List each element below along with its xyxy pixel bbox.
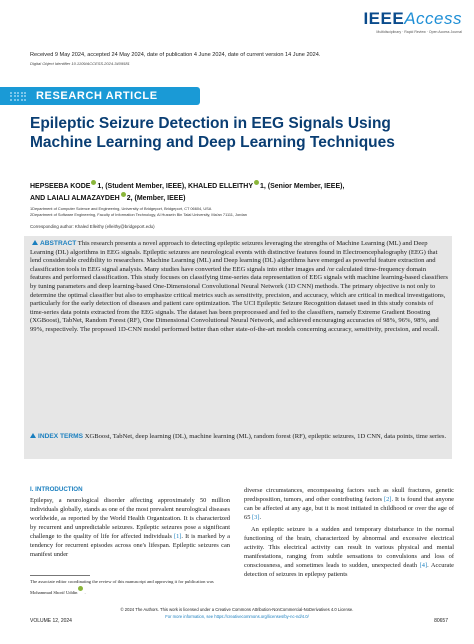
doi-line: Digital Object Identifier 10.1109/ACCESS.2024.3409581 — [30, 61, 130, 66]
logo-ieee-text: IEEE — [363, 9, 405, 28]
intro-text: . Accurate detection of seizures in epilepsy patients — [244, 562, 454, 579]
intro-text: . It is marked by a tendency for recurrent episodes across one's lifespan. Epileptic seizures can manifest under — [30, 533, 230, 559]
paper-title: Epileptic Seizure Detection in EEG Signals Using Machine Learning and Deep Learning Techniques — [30, 115, 395, 151]
orcid-icon[interactable] — [78, 586, 83, 591]
logo-tagline: Multidisciplinary · Rapid Review · Open Access Journal — [376, 30, 462, 34]
index-terms-label: INDEX TERMS — [38, 433, 84, 440]
affiliation-2: 2Department of Software Engineering, Faculty of Information Technology, Al Hussein Bin Talal University, Ma'an 71111, Jordan — [30, 212, 247, 217]
author-1-name: HEPSEEBA KODE — [30, 183, 91, 190]
received-dates: Received 9 May 2024, accepted 24 May 2024, date of publication 4 June 2024, date of current version 14 June 2024. — [30, 52, 321, 58]
logo-access-text: Access — [404, 9, 462, 28]
editor-footnote: The associate editor coordinating the review of this manuscript and approving it for publication was Mohammad Shorif Uddin . — [30, 579, 214, 595]
abstract — [30, 240, 448, 335]
author-1-affil: 1, (Student Member, IEEE), KHALED ELLEITHY — [97, 183, 253, 190]
license-line-1: © 2024 The Authors. This work is licensed under a Creative Commons Attribution-NonCommercial-NoDerivatives 4.0 License. — [120, 607, 354, 612]
intro-paragraph — [244, 525, 454, 579]
author-3-name: AND LAIALI ALMAZAYDEH — [30, 195, 120, 202]
abstract-text: This research presents a novel approach to detecting epileptic seizures leveraging the strengths of Machine Learning (ML) and Deep Learning (DL) algorithms in EEG signals. Epileptic seizures are neurological events with distinctive features found in Electroencephalography (EEG) that lend considerable credibility to researchers. Machine Learning (ML) and Deep learning (DL) algorithms have emerged as powerful feature extraction and classification tools in EEG signal analysis. Many studies have converted the EEG signals into either images and /or calculated time-frequency domain features and performed classification. This study focuses on classifying time-series data representation of EEG signals with machine learning-based classifiers by tuning parameters and deep learning-based One-Dimensional Convolutional Neural Network (1D CNN) methods. The primary objective is not only to determine the optimal classifier but also to emphasize critical metrics such as sensitivity, precision, and accuracy, which are critical in medical investigations, particularly for the early detection of diseases and patient care optimization. The UCI Epileptic Seizure Recognition dataset used in this study consists of time-series data points extracted from the EEG signals. The dataset has been preprocessed and fed to the classifiers, namely Extreme Gradient Boosting (XGBoost), TabNet, Random Forest (RF), One Dimensional Convolutional Neural Network, and achieved encouraging accuracies of 98%, 96%, 98%, and 99%, respectively. The proposed 1D-CNN model performed better than other state-of-the-art models concerning accuracy, sensitivity, precision, and recall. — [30, 240, 448, 333]
article-type-banner — [0, 87, 200, 105]
volume-label: VOLUME 12, 2024 — [30, 618, 72, 624]
triangle-icon — [30, 433, 36, 438]
orcid-icon[interactable] — [254, 180, 259, 185]
author-list — [30, 180, 460, 204]
intro-text: diverse circumstances, encompassing factors such as skull fractures, genetic predisposition, tumors, and other contributing factors — [244, 487, 454, 504]
footnote-divider — [30, 575, 90, 576]
author-3-affil: 2, (Member, IEEE) — [126, 195, 186, 202]
section-heading: I. INTRODUCTION — [30, 486, 83, 493]
corresponding-author: Corresponding author: Khaled Elleithy (elleithy@bridgeport.edu) — [30, 224, 155, 229]
citation-link[interactable]: [1] — [173, 533, 182, 541]
page-number: 80657 — [434, 618, 448, 624]
intro-text: . — [259, 514, 262, 522]
banner-label: RESEARCH ARTICLE — [36, 90, 158, 102]
license-link[interactable]: For more information, see https://creativecommons.org/licenses/by-nc-nd/4.0/ — [165, 614, 309, 619]
citation-link[interactable]: [3] — [252, 514, 260, 522]
intro-text: An epileptic seizure is a sudden and temporary disturbance in the normal functioning of the brain, characterized by abnormal and excessive electrical activity. This electrical activity can result in various physical and mental manifestations, ranging from subtle sensations to convulsions and loss of consciousness, and sometimes leads to sudden, unexpected death — [244, 526, 454, 570]
intro-paragraph — [30, 496, 230, 559]
citation-link[interactable]: [2] — [383, 496, 392, 504]
abstract-label: ABSTRACT — [40, 240, 77, 247]
index-terms-text: XGBoost, TabNet, deep learning (DL), machine learning (ML), random forest (RF), epileptic seizures, 1D CNN, data points, time series. — [84, 433, 447, 440]
affiliations — [30, 206, 450, 218]
intro-text: . It is found that anyone can be affected at any age, but it is most initiated in childhood or over the age of 65 — [244, 496, 455, 522]
affiliation-1: 1Department of Computer Science and Engineering, University of Bridgeport, Bridgeport, CT 06604, USA — [30, 206, 212, 211]
intro-paragraph — [244, 486, 454, 522]
orcid-icon[interactable] — [91, 180, 96, 185]
triangle-icon — [32, 240, 38, 245]
journal-logo — [363, 9, 462, 34]
orcid-icon[interactable] — [121, 192, 126, 197]
right-column — [244, 486, 454, 579]
intro-text: Epilepsy, a neurological disorder affecting approximately 50 million individuals globally, stands as one of the most prevalent neurological diseases worldwide, as reported by the World Health Organization. It is characterized by recurrent and unpredictable seizures. Epileptic seizures pose a significant challenge to the quality of life for affected individuals — [30, 497, 230, 541]
logo-wordmark — [363, 9, 462, 29]
index-terms — [30, 433, 448, 442]
banner-dots-decoration — [10, 92, 26, 101]
footnote-text: The associate editor coordinating the review of this manuscript and approving it for publication was Mohammad Shorif Uddin — [30, 579, 214, 595]
left-column — [30, 485, 230, 559]
author-2-affil: 1, (Senior Member, IEEE), — [260, 183, 345, 190]
citation-link[interactable]: [4] — [419, 562, 428, 570]
